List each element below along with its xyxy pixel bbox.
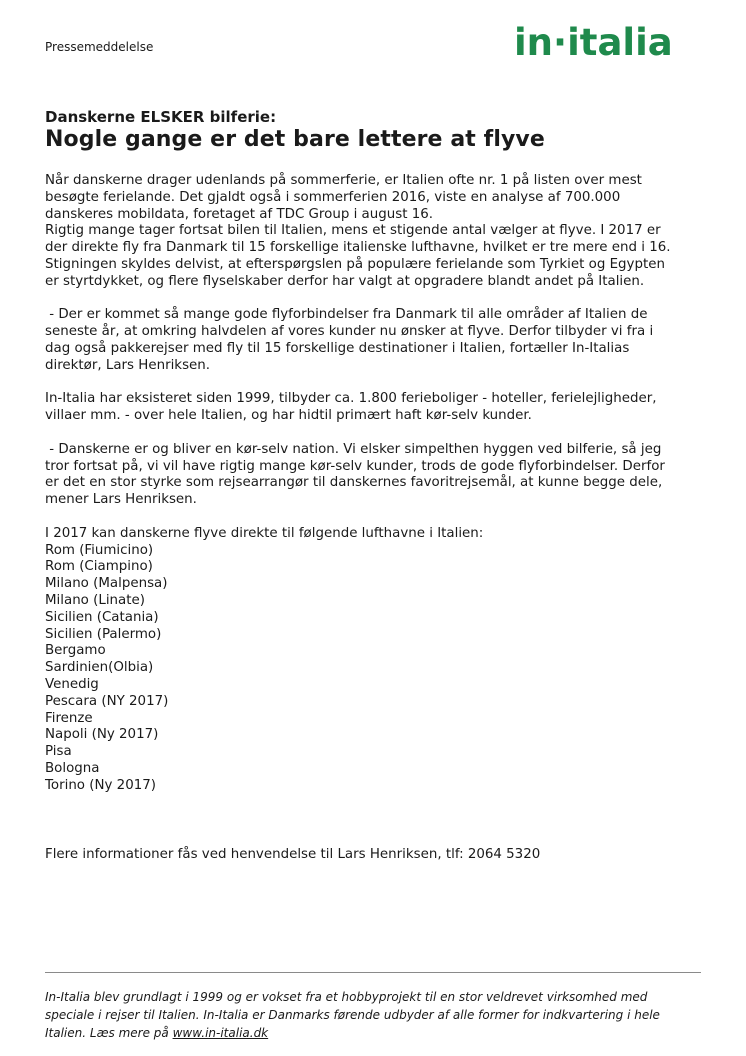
- paragraph-quote-1: [45, 307, 705, 374]
- airport-item: Napoli (Ny 2017): [45, 727, 159, 743]
- airport-item: Rom (Ciampino): [45, 559, 153, 575]
- airport-item: Milano (Malpensa): [45, 576, 168, 592]
- airport-item: Sicilien (Catania): [45, 609, 159, 625]
- text-line: villaer mm. - over hele Italien, og har hidtil primært haft kør-selv kunder.: [45, 408, 532, 424]
- paragraph-company: [45, 391, 705, 425]
- footer-line-prefix: Italien. Læs mere på: [45, 1026, 173, 1040]
- article-headline: Nogle gange er det bare lettere at flyve: [45, 127, 545, 152]
- airport-item: Milano (Linate): [45, 592, 145, 608]
- article-kicker: Danskerne ELSKER bilferie:: [45, 108, 277, 126]
- text-line: der direkte fly fra Danmark til 15 forskellige italienske lufthavne, hvilket er tre mere end i 16.: [45, 240, 671, 256]
- footer-line: In-Italia blev grundlagt i 1999 og er vokset fra et hobbyprojekt til en stor veldrevet virksomhed med: [45, 990, 648, 1004]
- website-link[interactable]: www.in-italia.dk: [172, 1026, 269, 1040]
- airport-list: [45, 543, 705, 795]
- text-line: Rigtig mange tager fortsat bilen til Italien, mens et stigende antal vælger at flyve. I 2017 er: [45, 223, 661, 239]
- footer-line: [45, 1024, 705, 1042]
- text-line: - Der er kommet så mange gode flyforbindelser fra Danmark til alle områder af Italien de: [45, 307, 648, 323]
- airport-item: Bologna: [45, 760, 100, 776]
- text-line: besøgte ferielande. Det gjaldt også i sommerferien 2016, viste en analyse af 700.000: [45, 189, 621, 205]
- footer-divider: [45, 972, 701, 973]
- airport-item: Torino (Ny 2017): [45, 777, 156, 793]
- airports-intro: I 2017 kan danskerne flyve direkte til følgende lufthavne i Italien:: [45, 525, 484, 541]
- airport-item: Rom (Fiumicino): [45, 542, 154, 558]
- paragraph-intro: [45, 173, 705, 291]
- text-line: er styrtdykket, og flere flyselskaber derfor har valgt at opgradere blandt andet på Italien.: [45, 273, 645, 289]
- footer-boilerplate: [45, 988, 705, 1042]
- article-body: [45, 173, 705, 794]
- footer-line: speciale i rejser til Italien. In-Italia er Danmarks førende udbyder af alle former for indkvartering i hele: [45, 1008, 660, 1022]
- document-type-label: Pressemeddelelse: [45, 40, 154, 54]
- airports-section: [45, 526, 705, 795]
- text-line: dag også pakkerejser med fly til 15 forskellige destinationer i Italien, fortæller In-Italias: [45, 340, 630, 356]
- text-line: mener Lars Henriksen.: [45, 492, 197, 508]
- text-line: seneste år, at omkring halvdelen af vores kunder nu ønsker at flyve. Derfor tilbyder vi fra i: [45, 324, 654, 340]
- airport-item: Pescara (NY 2017): [45, 693, 169, 709]
- paragraph-quote-2: [45, 442, 705, 509]
- airport-item: Venedig: [45, 676, 99, 692]
- text-line: Stigningen skyldes delvist, at efterspørgslen på populære ferielande som Tyrkiet og Egypten: [45, 256, 665, 272]
- contact-info: Flere informationer fås ved henvendelse til Lars Henriksen, tlf: 2064 5320: [45, 847, 541, 862]
- airport-item: Sardinien(Olbia): [45, 660, 154, 676]
- logo-graphic: [512, 20, 692, 68]
- text-line: danskeres mobildata, foretaget af TDC Group i august 16.: [45, 206, 434, 222]
- text-line: er det en stor styrke som rejsearrangør til danskernes favoritrejsemål, at kunne begge dele,: [45, 475, 663, 491]
- text-line: tror fortsat på, vi vil have rigtig mange kør-selv kunder, trods de gode flyforbindelser. Derfor: [45, 458, 665, 474]
- airport-item: Firenze: [45, 710, 93, 726]
- text-line: direktør, Lars Henriksen.: [45, 357, 211, 373]
- airport-item: Bergamo: [45, 643, 106, 659]
- airport-item: Pisa: [45, 744, 72, 760]
- text-line: Når danskerne drager udenlands på sommerferie, er Italien ofte nr. 1 på listen over mest: [45, 173, 642, 188]
- text-line: In-Italia har eksisteret siden 1999, tilbyder ca. 1.800 ferieboliger - hoteller, ferielejligheder,: [45, 391, 657, 407]
- in-italia-logo: [512, 20, 692, 68]
- logo-wordmark: in·italia: [514, 21, 673, 64]
- text-line: - Danskerne er og bliver en kør-selv nation. Vi elsker simpelthen hyggen ved bilferie, så jeg: [45, 441, 662, 457]
- airport-item: Sicilien (Palermo): [45, 626, 162, 642]
